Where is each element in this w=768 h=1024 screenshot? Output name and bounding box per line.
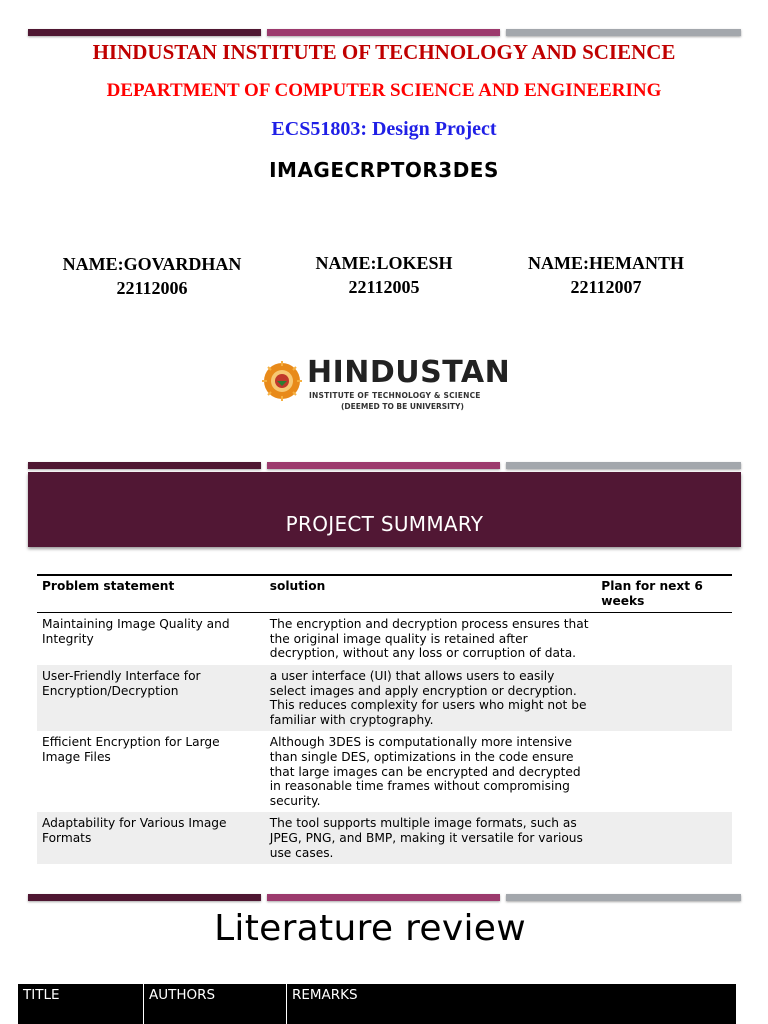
table-row (37, 731, 732, 812)
plan-cell (596, 665, 732, 731)
emblem-icon (261, 360, 303, 402)
member-card (496, 251, 716, 299)
section-stripe (28, 894, 741, 901)
member-id: 22112005 (348, 277, 420, 297)
member-card (274, 251, 494, 299)
member-name: NAME:HEMANTH (528, 253, 684, 273)
header-remarks: REMARKS (292, 987, 358, 1003)
plan-cell (596, 731, 732, 812)
header-plan: Plan for next 6 weeks (596, 575, 732, 613)
member-card (42, 252, 262, 300)
header-authors: AUTHORS (144, 984, 287, 1024)
solution-cell: a user interface (UI) that allows users to easily select images and apply encryption or decryption. This reduces complexity for users who might not be familiar with cryptography. (269, 668, 587, 727)
university-logo (261, 356, 511, 416)
table-row (37, 812, 732, 864)
summary-banner (28, 472, 741, 547)
department-name: DEPARTMENT OF COMPUTER SCIENCE AND ENGINEERING (106, 80, 662, 101)
member-id: 22112006 (116, 278, 188, 298)
logo-wordmark: HINDUSTAN (307, 355, 511, 390)
plan-cell (596, 812, 732, 864)
table-row (37, 613, 732, 665)
plan-cell (596, 613, 732, 665)
member-name: NAME:LOKESH (315, 253, 453, 273)
member-id: 22112007 (570, 277, 642, 297)
literature-table-header (18, 984, 736, 1024)
problem-cell: Adaptability for Various Image Formats (42, 816, 227, 845)
problem-cell: Maintaining Image Quality and Integrity (42, 617, 230, 646)
course-title: ECS51803: Design Project (271, 118, 497, 140)
logo-subtitle: INSTITUTE OF TECHNOLOGY & SCIENCE (309, 391, 481, 400)
logo-tagline: (DEEMED TO BE UNIVERSITY) (341, 402, 464, 411)
header-title: TITLE (18, 984, 144, 1024)
problem-cell: User-Friendly Interface for Encryption/Decryption (42, 668, 201, 698)
project-title: IMAGECRPTOR3DES (269, 158, 499, 182)
solution-cell: The tool supports multiple image formats, such as JPEG, PNG, and BMP, making it versatile for various use cases. (269, 816, 583, 860)
summary-title: PROJECT SUMMARY (285, 512, 484, 536)
table-header-row (37, 575, 732, 613)
section-stripe (28, 462, 741, 469)
solution-cell: The encryption and decryption process ensures that the original image quality is retained after decryption, without any loss or corruption of data. (269, 617, 589, 661)
table-row (37, 665, 732, 731)
literature-title: Literature review (214, 908, 526, 949)
summary-table (37, 574, 732, 864)
member-name: NAME:GOVARDHAN (62, 254, 242, 274)
top-stripe (28, 29, 741, 36)
problem-cell: Efficient Encryption for Large Image Files (42, 735, 220, 764)
solution-cell: Although 3DES is computationally more intensive than single DES, optimizations in the code ensure that large images can be encrypted and decrypted in reasonable time frames without compromising security. (269, 735, 581, 808)
header-problem: Problem statement (37, 575, 265, 613)
header-solution: solution (265, 575, 597, 613)
institute-name: HINDUSTAN INSTITUTE OF TECHNOLOGY AND SCIENCE (92, 40, 676, 64)
